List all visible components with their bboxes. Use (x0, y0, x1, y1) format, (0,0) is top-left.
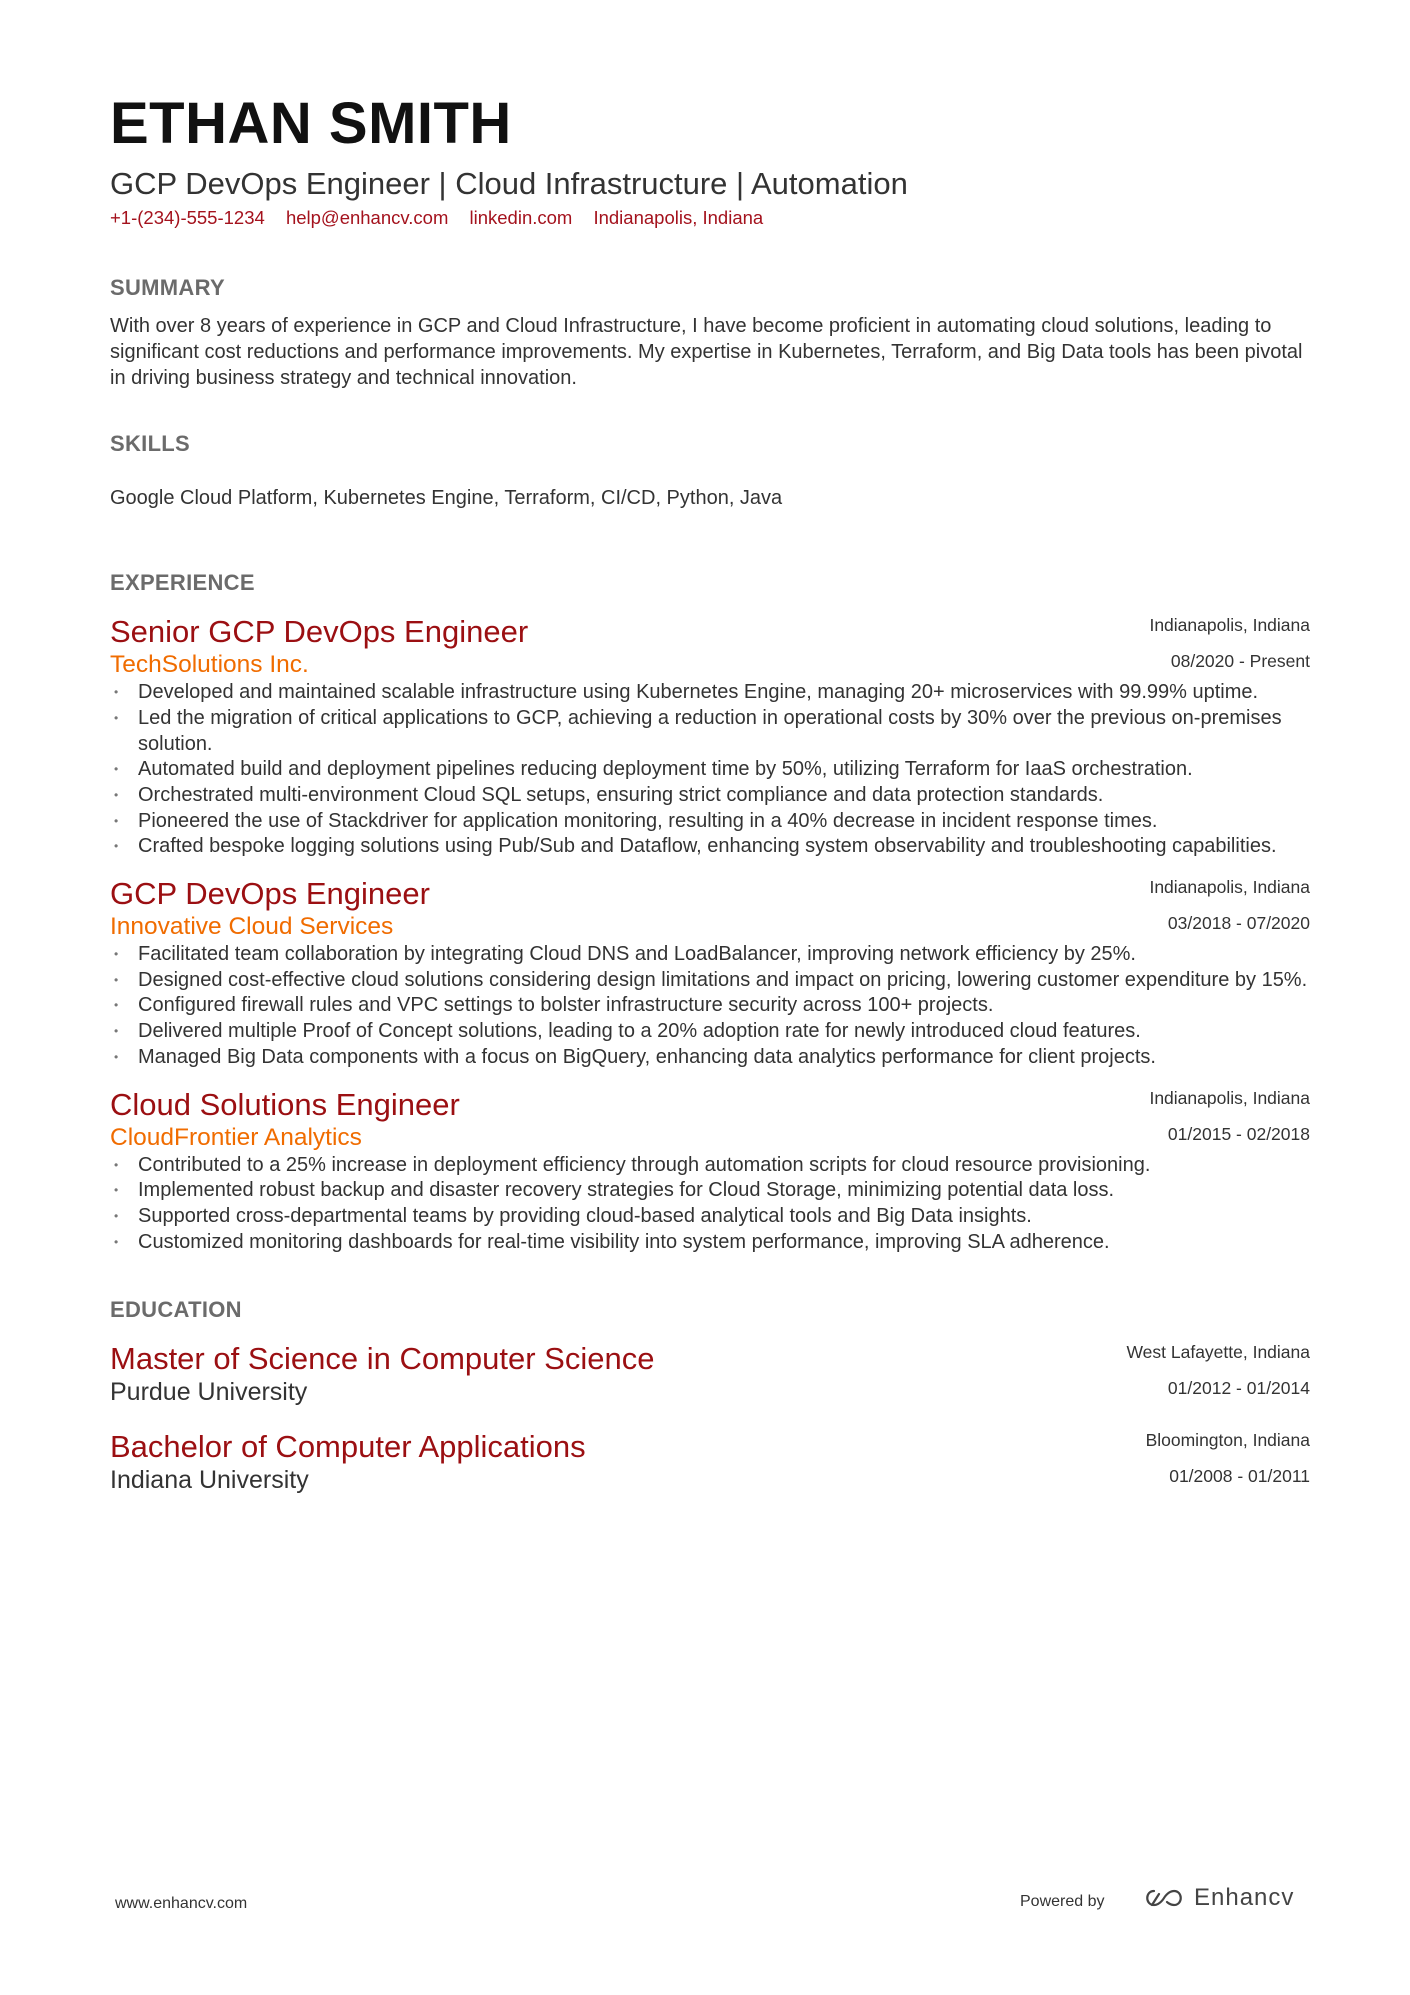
job-location: Indianapolis, Indiana (1149, 1087, 1310, 1108)
list-item: • Managed Big Data components with a focus on BigQuery, enhancing data analytics performance for client projects. (110, 1045, 1310, 1071)
powered-by-label: Powered by (1020, 1893, 1105, 1910)
job-dates: 01/2015 - 02/2018 (1167, 1123, 1310, 1144)
job-bullets (110, 680, 1310, 860)
list-item: • Designed cost-effective cloud solutions considering design limitations and impact on pricing, lowering customer expenditure by 15%. (110, 968, 1310, 994)
list-item: • Contributed to a 25% increase in deployment efficiency through automation scripts for cloud resource provisioning. (110, 1153, 1310, 1179)
brand-name: Enhancv (1194, 1884, 1295, 1911)
education-entry (110, 1341, 1310, 1405)
location: Indianapolis, Indiana (593, 207, 764, 229)
school-name: Indiana University (110, 1466, 309, 1495)
list-item: • Orchestrated multi-environment Cloud SQL setups, ensuring strict compliance and data protection standards. (110, 783, 1310, 809)
list-item: • Implemented robust backup and disaster recovery strategies for Cloud Storage, minimizing potential data loss. (110, 1178, 1310, 1204)
headline: GCP DevOps Engineer | Cloud Infrastructure | Automation (110, 166, 908, 201)
linkedin-link[interactable]: linkedin.com (469, 207, 573, 229)
job-title: Cloud Solutions Engineer (110, 1086, 460, 1122)
resume-page (110, 91, 1310, 1495)
education-dates: 01/2008 - 01/2011 (1169, 1466, 1310, 1487)
experience-entry (110, 876, 1310, 1071)
school-location: Bloomington, Indiana (1145, 1430, 1310, 1451)
job-title: GCP DevOps Engineer (110, 876, 430, 912)
job-bullets (110, 942, 1310, 1071)
job-location: Indianapolis, Indiana (1149, 877, 1310, 898)
enhancv-logo[interactable] (1140, 1883, 1294, 1913)
list-item: • Configured firewall rules and VPC settings to bolster infrastructure security across 100+ projects. (110, 993, 1310, 1019)
education-dates: 01/2012 - 01/2014 (1167, 1378, 1310, 1399)
experience-entry (110, 1087, 1310, 1256)
education-heading: EDUCATION (110, 1297, 242, 1323)
experience-entry (110, 614, 1310, 860)
footer-website-link[interactable]: www.enhancv.com (115, 1895, 248, 1912)
list-item: • Customized monitoring dashboards for real-time visibility into system performance, improving SLA adherence. (110, 1230, 1310, 1256)
contact-info (110, 207, 1310, 229)
education-entry (110, 1429, 1310, 1493)
job-dates: 03/2018 - 07/2020 (1167, 913, 1310, 934)
infinity-icon (1140, 1883, 1186, 1913)
school-name: Purdue University (110, 1378, 308, 1407)
summary-text: With over 8 years of experience in GCP and Cloud Infrastructure, I have become proficient in automating cloud solutions, leading to significant cost reductions and performance improvements. My expertise in Kubernetes, Terraform, and Big Data tools has been pivotal in driving business strategy and technical innovation. (110, 315, 1303, 390)
company-name: CloudFrontier Analytics (110, 1123, 362, 1151)
school-location: West Lafayette, Indiana (1126, 1342, 1310, 1363)
job-location: Indianapolis, Indiana (1149, 615, 1310, 636)
candidate-name: ETHAN SMITH (110, 91, 512, 156)
degree: Bachelor of Computer Applications (110, 1429, 586, 1465)
list-item: • Led the migration of critical applications to GCP, achieving a reduction in operational costs by 30% over the previous on-premises solution. (110, 706, 1310, 757)
list-item: • Supported cross-departmental teams by providing cloud-based analytical tools and Big Data insights. (110, 1204, 1310, 1230)
company-name: TechSolutions Inc. (110, 651, 309, 679)
list-item: • Delivered multiple Proof of Concept solutions, leading to a 20% adoption rate for newly introduced cloud features. (110, 1019, 1310, 1045)
list-item: • Facilitated team collaboration by integrating Cloud DNS and LoadBalancer, improving network efficiency by 25%. (110, 942, 1310, 968)
list-item: • Pioneered the use of Stackdriver for application monitoring, resulting in a 40% decrease in incident response times. (110, 809, 1310, 835)
list-item: • Automated build and deployment pipelines reducing deployment time by 50%, utilizing Terraform for IaaS orchestration. (110, 757, 1310, 783)
phone[interactable]: +1-(234)-555-1234 (110, 207, 265, 229)
summary-heading: SUMMARY (110, 275, 225, 301)
list-item: • Developed and maintained scalable infrastructure using Kubernetes Engine, managing 20+ microservices with 99.99% uptime. (110, 680, 1310, 706)
list-item: • Crafted bespoke logging solutions using Pub/Sub and Dataflow, enhancing system observability and troubleshooting capabilities. (110, 834, 1310, 860)
experience-heading: EXPERIENCE (110, 570, 255, 596)
job-bullets (110, 1153, 1310, 1256)
company-name: Innovative Cloud Services (110, 913, 394, 941)
job-title: Senior GCP DevOps Engineer (110, 614, 529, 650)
skills-list: Google Cloud Platform, Kubernetes Engine, Terraform, CI/CD, Python, Java (110, 487, 783, 510)
email[interactable]: help@enhancv.com (285, 207, 449, 229)
degree: Master of Science in Computer Science (110, 1341, 655, 1377)
skills-heading: SKILLS (110, 431, 191, 457)
job-dates: 08/2020 - Present (1170, 651, 1310, 672)
